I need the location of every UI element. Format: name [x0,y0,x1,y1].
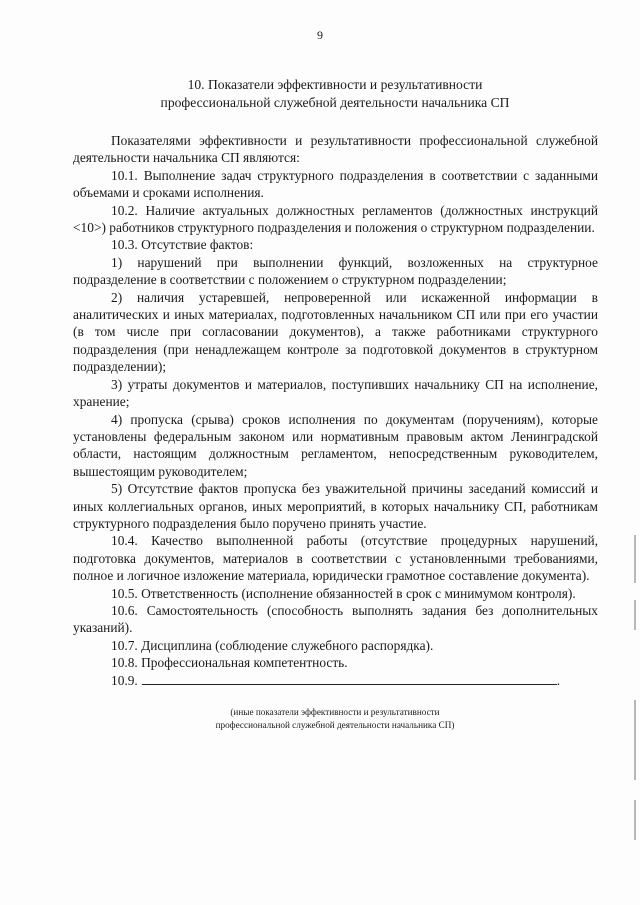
paragraph-10-5: 10.5. Ответственность (исполнение обязанностей в срок с минимумом контроля). [111,585,576,601]
item-number-10-9: 10.9. [111,672,138,688]
paragraph-10-6: 10.6. Самостоятельность (способность выполнять задания без дополнительных указаний). [73,602,598,636]
section-body [73,132,598,689]
paragraph-10-9 [73,672,598,689]
paragraph-10-2: 10.2. Наличие актуальных должностных регламентов (должностных инструкций <10>) работников структурного подразделения и положения о структурном подразделении. [73,202,598,236]
paragraph-10-3: 10.3. Отсутствие фактов: [111,237,254,253]
paragraph-10-3-1: 1) нарушений при выполнении функций, возложенных на структурное подразделение в соответствии с положением о структурном подразделении; [73,254,598,288]
paragraph-10-3-3: 3) утраты документов и материалов, поступивших начальнику СП на исполнение, хранение; [73,376,598,410]
section-title-line-1: 10. Показатели эффективности и результативности [187,77,483,92]
blank-caption-line-1: (иные показатели эффективности и результативности [230,707,440,717]
blank-caption-line-2: профессиональной служебной деятельности начальника СП) [215,719,455,730]
item-end-mark: . [556,672,561,688]
page-number: 9 [317,28,323,42]
paragraph-10-3-5: 5) Отсутствие фактов пропуска без уважительной причины заседаний комиссий и иных коллегиальных органов, иных мероприятий, в которых начальнику СП, работникам структурного подразделения было поручено принять участие. [73,481,598,531]
scan-artifact-mark [634,700,636,780]
section-title [70,76,600,112]
scan-artifact-mark [634,600,636,630]
paragraph-10-1: 10.1. Выполнение задач структурного подразделения в соответствии с заданными объемами и сроками исполнения. [73,167,598,201]
paragraph-10-8: 10.8. Профессиональная компетентность. [111,655,348,671]
scan-artifact-mark [634,535,636,583]
section-title-line-2: профессиональной служебной деятельности начальника СП [160,95,510,110]
blank-fill-line [142,672,557,685]
scan-artifact-mark [634,800,636,840]
paragraph-10-4: 10.4. Качество выполненной работы (отсутствие процедурных нарушений, подготовка документов, материалов в соответствии с установленными требованиями, полное и логичное изложение материала, юридически грамотное составление документа). [73,533,598,584]
paragraph-intro: Показателями эффективности и результативности профессиональной служебной деятельности начальника СП являются: [73,133,598,166]
blank-caption [120,706,550,731]
paragraph-10-3-4: 4) пропуска (срыва) сроков исполнения по документам (поручениям), которые установлены федеральным законом или нормативным правовым актом Ленинградской области, настоящим должностным регламентом, непосредственным руководителем, вышестоящим руководителем; [73,411,598,479]
paragraph-10-3-2: 2) наличия устаревшей, непроверенной или искаженной информации в аналитических и иных материалах, подготовленных начальником СП или при его участии (в том числе при согласовании документов), а также работниками структурного подразделения (при ненадлежащем контроле за подготовкой документов в структурном подразделении); [73,289,598,375]
paragraph-10-7: 10.7. Дисциплина (соблюдение служебного распорядка). [111,637,434,653]
